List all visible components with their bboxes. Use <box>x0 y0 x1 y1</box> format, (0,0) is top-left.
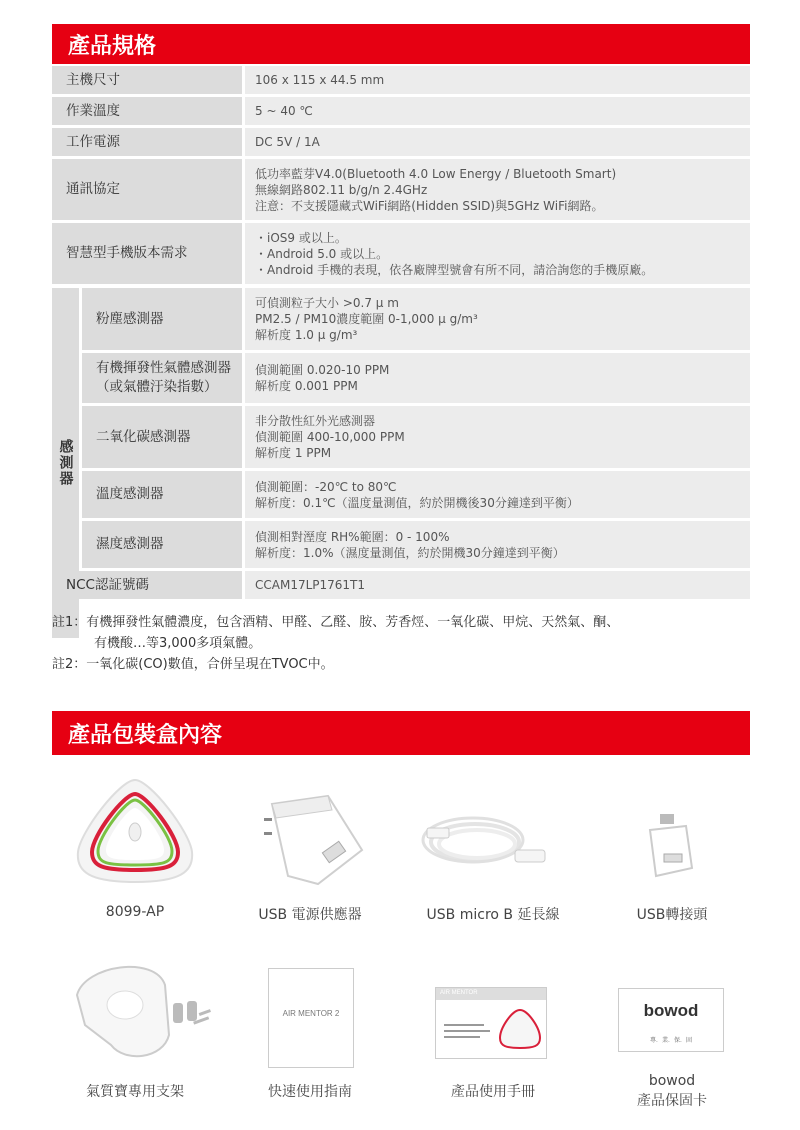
usb-power-adapter-icon <box>258 790 368 890</box>
warranty-card-icon <box>618 988 724 1052</box>
sensor-row <box>52 521 750 568</box>
sensor-value: 偵測範圍：-20℃ to 80℃ 解析度：0.1℃（溫度量測值，約於開機後30分鐘達到平衡） <box>245 471 750 518</box>
note-2: 註2：一氧化碳(CO)數值，合併呈現在TVOC中。 <box>52 657 334 672</box>
usb-adapter-icon <box>640 810 700 885</box>
spec-value: DC 5V / 1A <box>245 128 750 156</box>
sensor-row <box>52 288 750 350</box>
package-item-label: 快速使用指南 <box>268 1084 352 1100</box>
spec-label: 作業溫度 <box>52 97 242 125</box>
spec-row <box>52 159 750 220</box>
package-item-label: USB轉接頭 <box>636 907 708 923</box>
package-item-label: 氣質寶專用支架 <box>86 1084 184 1100</box>
package-item-label: USB micro B 延長線 <box>426 907 560 923</box>
user-manual-icon <box>435 987 547 1059</box>
sensor-value: 可偵測粒子大小 >0.7 μ m PM2.5 / PM10濃度範圍 0-1,000 μ g/m³ 解析度 1.0 μ g/m³ <box>245 288 750 350</box>
sensor-group-label: 感測器 <box>52 288 79 638</box>
quick-guide-icon <box>268 968 354 1068</box>
package-section-title <box>52 711 750 755</box>
package-title-text: 產品包裝盒內容 <box>68 722 223 748</box>
spec-row <box>52 128 750 156</box>
air-monitor-device-icon <box>70 772 200 892</box>
spec-row <box>52 97 750 125</box>
spec-label: 工作電源 <box>52 128 242 156</box>
spec-value: 106 x 115 x 44.5 mm <box>245 66 750 94</box>
sensor-value: 偵測範圍 0.020-10 PPM 解析度 0.001 PPM <box>245 353 750 403</box>
sensor-label: 粉塵感測器 <box>82 288 242 350</box>
sensor-label: 有機揮發性氣體感測器 （或氣體汙染指數） <box>82 353 242 403</box>
sensor-value: 偵測相對溼度 RH%範圍：0 - 100% 解析度：1.0%（濕度量測值，約於開機30分鐘達到平衡） <box>245 521 750 568</box>
spec-section-title <box>52 24 750 64</box>
ncc-value: CCAM17LP1761T1 <box>245 571 750 599</box>
spec-label: 智慧型手機版本需求 <box>52 223 242 284</box>
spec-row <box>52 223 750 284</box>
spec-label: 通訊協定 <box>52 159 242 220</box>
user-manual-cover-text: AIR MENTOR <box>440 990 478 996</box>
package-item-label: 8099-AP <box>105 904 165 920</box>
warranty-card-logo: bowod <box>643 1001 699 1020</box>
sensor-row <box>52 406 750 468</box>
spec-row <box>52 66 750 94</box>
package-item-label: USB 電源供應器 <box>258 907 362 923</box>
package-item-label: bowod 產品保固卡 <box>637 1073 707 1109</box>
spec-value: ・iOS9 或以上。 ・Android 5.0 或以上。 ・Android 手機的表現，依各廠牌型號會有所不同，請洽詢您的手機原廠。 <box>245 223 750 284</box>
usb-cable-icon <box>415 810 560 880</box>
notes <box>52 612 752 675</box>
sensor-row <box>52 353 750 403</box>
sensor-label: 二氧化碳感測器 <box>82 406 242 468</box>
sensor-label: 溫度感測器 <box>82 471 242 518</box>
warranty-card-tagline: 專．業．保．固 <box>649 1037 692 1044</box>
quick-guide-cover-text: AIR MENTOR 2 <box>282 1009 340 1018</box>
note-1: 註1：有機揮發性氣體濃度，包含酒精、甲醛、乙醛、胺、芳香烴、一氧化碳、甲烷、天然氣、酮、 <box>52 615 620 630</box>
ncc-row <box>52 571 750 599</box>
sensor-row <box>52 471 750 518</box>
spec-value: 5 ~ 40 ℃ <box>245 97 750 125</box>
mount-bracket-icon <box>65 955 215 1065</box>
sensor-label: 濕度感測器 <box>82 521 242 568</box>
ncc-label: NCC認証號碼 <box>52 571 242 599</box>
spec-value: 低功率藍芽V4.0(Bluetooth 4.0 Low Energy / Bluetooth Smart) 無線網路802.11 b/g/n 2.4GHz 注意：不支援隱藏式WiFi網路(Hidden SSID)與5GHz WiFi網路。 <box>245 159 750 220</box>
note-1-continued: 有機酸…等3,000多項氣體。 <box>94 636 262 651</box>
sensor-value: 非分散性紅外光感測器 偵測範圍 400-10,000 PPM 解析度 1 PPM <box>245 406 750 468</box>
package-item-label: 產品使用手冊 <box>451 1084 535 1100</box>
spec-title-text: 產品規格 <box>68 33 157 59</box>
spec-label: 主機尺寸 <box>52 66 242 94</box>
